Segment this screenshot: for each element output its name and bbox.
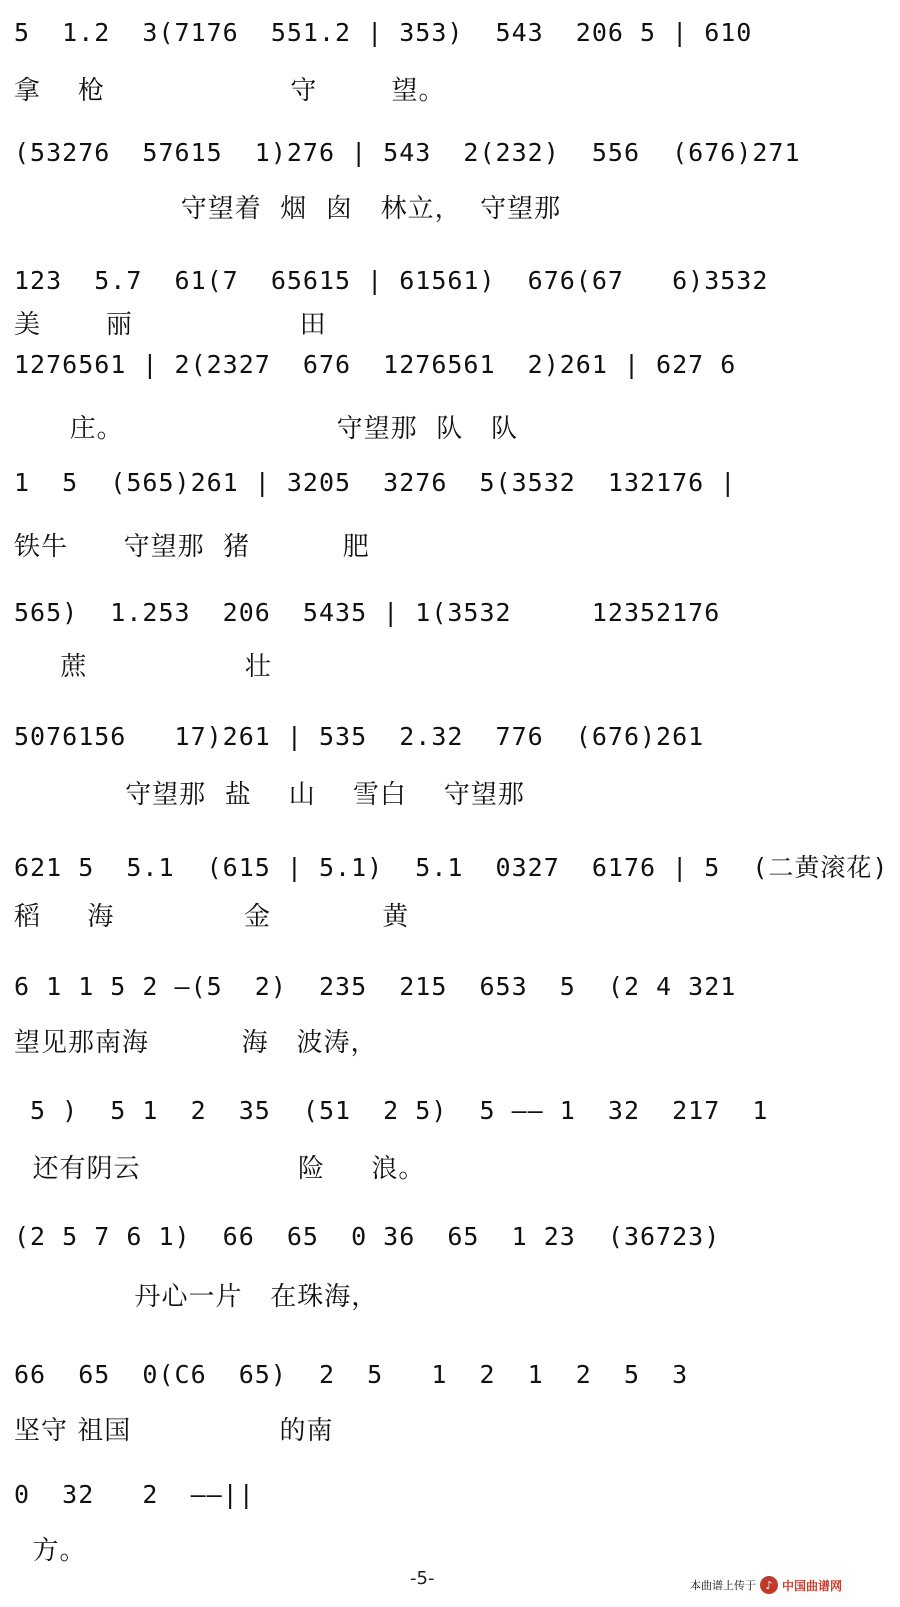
notation-line: (53276 57615 1)276 | 543 2(232) 556 (676)271 (14, 138, 801, 167)
notation-line: 565) 1.253 206 5435 | 1(3532 12352176 (14, 598, 721, 627)
site-logo-icon: ♪ (760, 1576, 778, 1594)
notation-line: 1276561 | 2(2327 676 1276561 2)261 | 627 6 (14, 350, 737, 379)
upload-source-label: 本曲谱上传于 (690, 1579, 756, 1592)
notation-line: 6 1 1 5 2 —(5 2) 235 215 653 5 (2 4 321 (14, 972, 737, 1001)
lyric-line: 稻 海 金 黄 (14, 902, 410, 932)
lyric-line: 方。 (14, 1536, 87, 1566)
notation-line: 621 5 5.1 (615 | 5.1) 5.1 0327 6176 | 5 (二黄滚花) (14, 853, 889, 882)
notation-line: 5 ) 5 1 2 35 (51 2 5) 5 —— 1 32 217 1 (14, 1096, 769, 1125)
lyric-line: 铁牛 守望那 猪 肥 (14, 532, 370, 562)
notation-line: 66 65 0(C6 65) 2 5 1 2 1 2 5 3 (14, 1360, 689, 1389)
notation-line: 1 5 (565)261 | 3205 3276 5(3532 132176 | (14, 468, 737, 497)
lyric-line: 蔗 壮 (14, 652, 272, 682)
lyric-line: 守望那 盐 山 雪白 守望那 (14, 780, 525, 810)
notation-line: 5 1.2 3(7176 551.2 | 353) 543 206 5 | 610 (14, 18, 753, 47)
notation-line: 0 32 2 ——|| (14, 1480, 255, 1509)
lyric-line: 坚守 祖国 的南 (14, 1416, 334, 1446)
notation-line: (2 5 7 6 1) 66 65 0 36 65 1 23 (36723) (14, 1222, 721, 1251)
notation-line: 123 5.7 61(7 65615 | 61561) 676(67 6)3532 (14, 266, 769, 295)
lyric-line: 丹心一片 在珠海， (14, 1282, 379, 1312)
lyric-line: 望见那南海 海 波涛， (14, 1028, 378, 1058)
lyric-line: 美 丽 田 (14, 310, 327, 340)
lyric-line: 还有阴云 险 浪。 (14, 1154, 426, 1184)
page-number: -5- (410, 1568, 435, 1589)
notation-line: 5076156 17)261 | 535 2.32 776 (676)261 (14, 722, 705, 751)
lyric-line: 庄。 守望那 队 队 (14, 414, 518, 444)
site-brand: 中国曲谱网 (782, 1578, 843, 1593)
lyric-line: 守望着 烟 囱 林立， 守望那 (14, 194, 562, 224)
lyric-line: 拿 枪 守 望。 (14, 76, 446, 106)
upload-source-footer (690, 1574, 890, 1596)
